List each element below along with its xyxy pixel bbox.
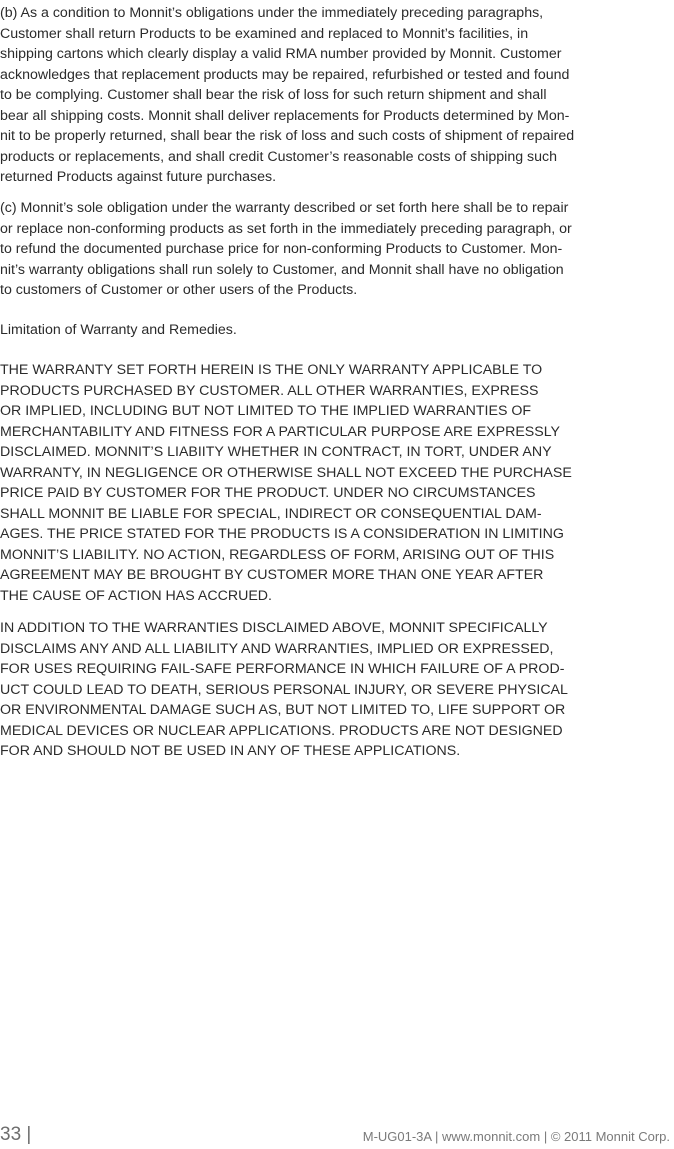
text-line: Customer shall return Products to be examined and replaced to Monnit’s facilities, in bbox=[0, 25, 529, 42]
text-line: MONNIT’S LIABILITY. NO ACTION, REGARDLESS OF FORM, ARISING OUT OF THIS bbox=[0, 546, 555, 563]
text-line: AGES. THE PRICE STATED FOR THE PRODUCTS IS A CONSIDERATION IN LIMITING bbox=[0, 526, 564, 542]
text-line: returned Products against future purchases. bbox=[0, 169, 277, 185]
text-line: to customers of Customer or other users of the Products. bbox=[0, 282, 358, 298]
text-line: (b) As a condition to Monnit’s obligations under the immediately preceding paragraphs, bbox=[0, 5, 544, 21]
text-line: UCT COULD LEAD TO DEATH, SERIOUS PERSONAL INJURY, OR SEVERE PHYSICAL bbox=[0, 681, 568, 698]
footer-document-info: M-UG01-3A | www.monnit.com | © 2011 Monnit Corp. bbox=[362, 1129, 670, 1144]
text-line: nit’s warranty obligations shall run solely to Customer, and Monnit shall have no obligation bbox=[0, 261, 564, 278]
text-line: MERCHANTABILITY AND FITNESS FOR A PARTICULAR PURPOSE ARE EXPRESSLY bbox=[0, 423, 561, 440]
text-line: IN ADDITION TO THE WARRANTIES DISCLAIMED ABOVE, MONNIT SPECIFICALLY bbox=[0, 620, 548, 636]
text-line: WARRANTY, IN NEGLIGENCE OR OTHERWISE SHALL NOT EXCEED THE PURCHASE bbox=[0, 464, 572, 481]
text-line: SHALL MONNIT BE LIABLE FOR SPECIAL, INDIRECT OR CONSEQUENTIAL DAM- bbox=[0, 505, 542, 522]
text-line: nit to be properly returned, shall bear the risk of loss and such costs of shipment of repaired bbox=[0, 128, 575, 144]
text-line: FOR AND SHOULD NOT BE USED IN ANY OF THESE APPLICATIONS. bbox=[0, 743, 461, 759]
text-line: bear all shipping costs. Monnit shall deliver replacements for Products determined by Mon- bbox=[0, 107, 570, 124]
text-line: OR ENVIRONMENTAL DAMAGE SUCH AS, BUT NOT LIMITED TO, LIFE SUPPORT OR bbox=[0, 702, 566, 718]
text-line: Limitation of Warranty and Remedies. bbox=[0, 322, 237, 338]
text-line: to be complying. Customer shall bear the risk of loss for such return shipment and shall bbox=[0, 87, 547, 103]
text-line: MEDICAL DEVICES OR NUCLEAR APPLICATIONS. PRODUCTS ARE NOT DESIGNED bbox=[0, 722, 563, 739]
text-line: acknowledges that replacement products may be repaired, refurbished or tested and found bbox=[0, 66, 570, 83]
text-line: or replace non-conforming products as set forth in the immediately preceding paragraph, or bbox=[0, 220, 572, 237]
page-number: 33 | bbox=[0, 1124, 32, 1145]
text-line: THE CAUSE OF ACTION HAS ACCRUED. bbox=[0, 587, 272, 604]
text-line: shipping cartons which clearly display a valid RMA number provided by Monnit. Customer bbox=[0, 46, 562, 62]
text-line: to refund the documented purchase price for non-conforming Products to Customer. Mon- bbox=[0, 241, 563, 257]
text-line: PRICE PAID BY CUSTOMER FOR THE PRODUCT. UNDER NO CIRCUMSTANCES bbox=[0, 485, 536, 501]
text-line: DISCLAIMED. MONNIT’S LIABIITY WHETHER IN CONTRACT, IN TORT, UNDER ANY bbox=[0, 444, 552, 460]
text-line: AGREEMENT MAY BE BROUGHT BY CUSTOMER MORE THAN ONE YEAR AFTER bbox=[0, 567, 544, 583]
text-line: PRODUCTS PURCHASED BY CUSTOMER. ALL OTHER WARRANTIES, EXPRESS bbox=[0, 382, 539, 399]
text-line: OR IMPLIED, INCLUDING BUT NOT LIMITED TO THE IMPLIED WARRANTIES OF bbox=[0, 403, 532, 419]
text-line: DISCLAIMS ANY AND ALL LIABILITY AND WARRANTIES, IMPLIED OR EXPRESSED, bbox=[0, 640, 554, 657]
text-line: (c) Monnit’s sole obligation under the warranty described or set forth here shall be to repair bbox=[0, 200, 569, 216]
text-line: products or replacements, and shall credit Customer’s reasonable costs of shipping such bbox=[0, 148, 558, 165]
text-line: FOR USES REQUIRING FAIL-SAFE PERFORMANCE IN WHICH FAILURE OF A PROD- bbox=[0, 661, 565, 677]
text-line: THE WARRANTY SET FORTH HEREIN IS THE ONLY WARRANTY APPLICABLE TO bbox=[0, 362, 543, 378]
